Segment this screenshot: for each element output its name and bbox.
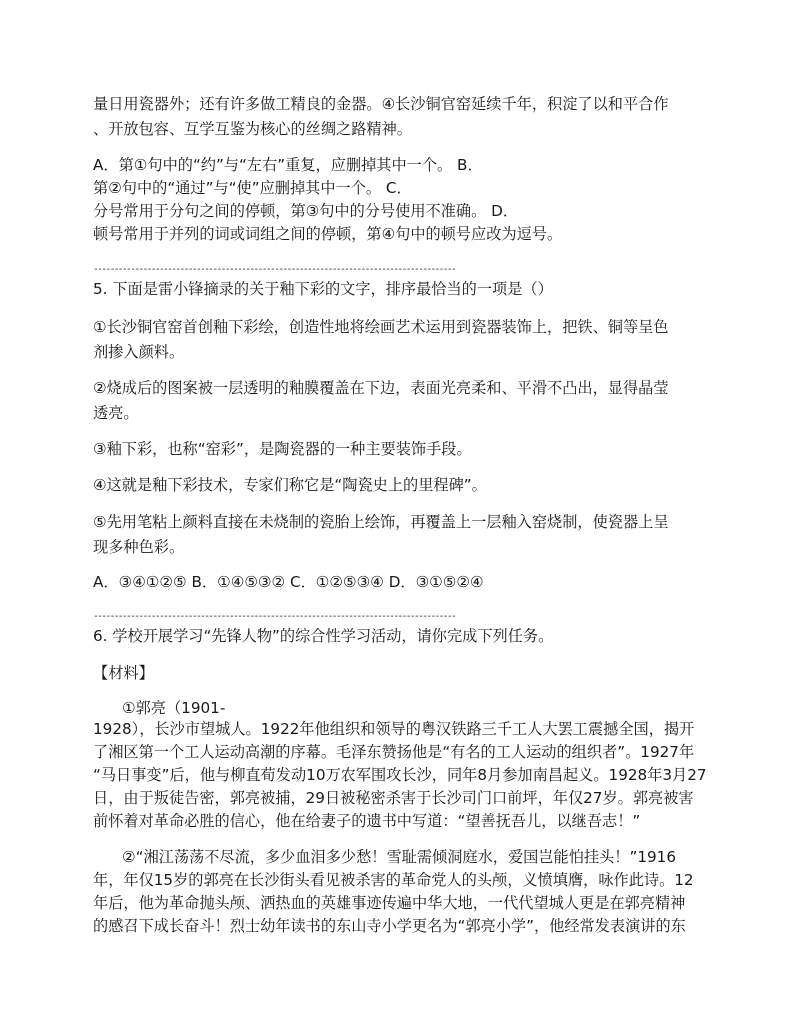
material-line: 的感召下成长奋斗！烈士幼年读书的东山寺小学更名为“郭亮小学”，他经常发表演讲的东 (93, 917, 686, 935)
option-line: 分号常用于分句之间的停顿，第③句中的分号使用不准确。 D． (93, 202, 519, 220)
material-line: 1928），长沙市望城人。1922年他组织和领导的粤汉铁路三千工人大罢工震撼全国，揭开 (93, 720, 695, 738)
passage-line: 量日用瓷器外；还有许多做工精良的金器。④长沙铜官窑延续千年，积淀了以和平合作 (93, 95, 669, 113)
material-line: 日，由于叛徒告密，郭亮被捕，29日被秘密杀害于长沙司门口前坪，年仅27岁。郭亮被害 (93, 789, 694, 807)
separator-line: ---------------------------------------------------------------------------------------- (93, 264, 456, 275)
sentence-line: ③釉下彩，也称“窑彩”，是陶瓷器的一种主要装饰手段。 (93, 440, 472, 458)
option-line: 第②句中的“通过”与“使”应删掉其中一个。 C． (93, 179, 412, 197)
sentence-line: ②烧成后的图案被一层透明的釉膜覆盖在下边，表面光亮柔和、平滑不凸出，显得晶莹 (93, 379, 669, 397)
material-line: ②“湘江荡荡不尽流，多少血泪多少愁！雪耻需倾洞庭水，爱国岂能怕挂头！”1916 (122, 848, 677, 866)
material-line: “马日事变”后，他与柳直荀发动10万农军围攻长沙，同年8月参加南昌起义。1928年3月27 (93, 766, 707, 784)
material-line: ①郭亮（1901- (122, 699, 226, 717)
material-heading: 【材料】 (93, 664, 154, 682)
passage-line: 、开放包容、互学互鉴为核心的丝绸之路精神。 (93, 120, 412, 138)
sentence-line: 现多种色彩。 (93, 538, 185, 556)
separator-line: ---------------------------------------------------------------------------------------- (93, 611, 456, 622)
sentence-line: 透亮。 (93, 404, 139, 422)
material-line: 年，年仅15岁的郭亮在长沙街头看见被杀害的革命党人的头颅，义愤填膺，咏作此诗。12 (93, 871, 694, 889)
sentence-line: ①长沙铜官窑首创釉下彩绘，创造性地将绘画艺术运用到瓷器装饰上，把铁、铜等呈色 (93, 318, 669, 336)
question-title: 6. 学校开展学习“先锋人物”的综合性学习活动，请你完成下列任务。 (93, 627, 554, 645)
option-line: A．第①句中的“约”与“左右”重复，应删掉其中一个。 B． (93, 156, 483, 174)
sentence-line: ④这就是釉下彩技术，专家们称它是“陶瓷史上的里程碑”。 (93, 476, 487, 494)
material-line: 了湘区第一个工人运动高潮的序幕。毛泽东赞扬他是“有名的工人运动的组织者”。1927年 (93, 743, 695, 761)
material-line: 年后，他为革命抛头颅、洒热血的英雄事迹传遍中华大地，一代代望城人更是在郭亮精神 (93, 894, 686, 912)
option-line: 顿号常用于并列的词或词组之间的停顿，第④句中的顿号应改为逗号。 (93, 225, 563, 243)
material-line: 前怀着对革命必胜的信心，他在给妻子的遗书中写道：“望善抚吾儿，以继吾志！” (93, 812, 641, 830)
sentence-line: ⑤先用笔粘上颜料直接在未烧制的瓷胎上绘饰，再覆盖上一层釉入窑烧制，使瓷器上呈 (93, 513, 669, 531)
question-title: 5. 下面是雷小锋摘录的关于釉下彩的文字，排序最恰当的一项是（） (93, 280, 553, 298)
answer-options: A．③④①②⑤ B．①④⑤③② C．①②⑤③④ D．③①⑤②④ (93, 573, 484, 591)
sentence-line: 剂掺入颜料。 (93, 343, 185, 361)
